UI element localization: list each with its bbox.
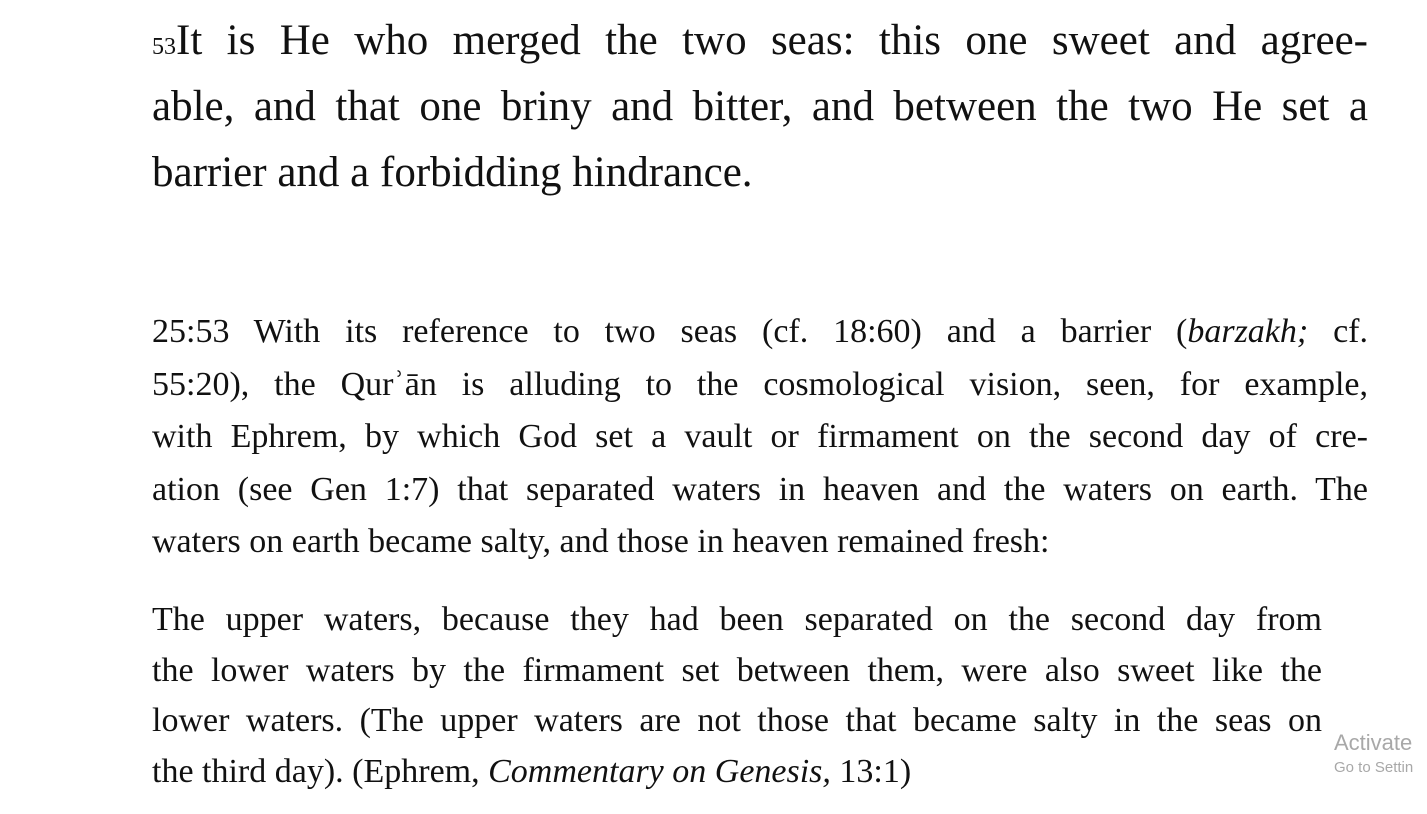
verse-text: It is He who merged the two seas: this one sweet and agree- [176, 17, 1368, 64]
commentary-line: with Ephrem, by which God set a vault or firmament on the second day of cre- [152, 418, 1368, 455]
verse-line [106, 8, 1368, 74]
watermark-subtitle: Go to Settin [1334, 759, 1414, 776]
commentary-line: waters on earth became salty, and those in heaven remained fresh: [152, 523, 1050, 560]
quote-line: lower waters. (The upper waters are not those that became salty in the seas on [152, 702, 1322, 739]
verse-number: 53 [152, 34, 176, 60]
quote-line: The upper waters, because they had been separated on the second day from [152, 601, 1322, 638]
quote-line: the lower waters by the firmament set between them, were also sweet like the [152, 651, 1322, 689]
activation-watermark [1334, 728, 1413, 778]
verse-line: barrier and a forbidding hindrance. [152, 149, 753, 196]
commentary-text: 25:53 With its reference to two seas (cf. 18:60) and a barrier ( [152, 313, 1188, 350]
quote-text: the third day). (Ephrem, [152, 752, 489, 790]
citation-title: Commentary on Genesis, [488, 752, 831, 790]
commentary-text: cf. [1308, 313, 1368, 350]
commentary-line: 55:20), the Qurʾān is alluding to the cosmological vision, seen, for example, [152, 365, 1368, 403]
block-quote [152, 595, 1322, 797]
commentary-line [106, 306, 1368, 359]
transliteration-term: barzakh; [1187, 313, 1309, 350]
commentary-paragraph [106, 306, 1368, 569]
quote-line [152, 747, 1322, 798]
commentary-line: ation (see Gen 1:7) that separated waters in heaven and the waters on earth. The [152, 470, 1368, 508]
verse-line: able, and that one briny and bitter, and between the two He set a [152, 83, 1368, 130]
watermark-title: Activate [1334, 730, 1413, 755]
quote-text: 13:1) [830, 752, 912, 790]
quran-verse [106, 8, 1368, 206]
